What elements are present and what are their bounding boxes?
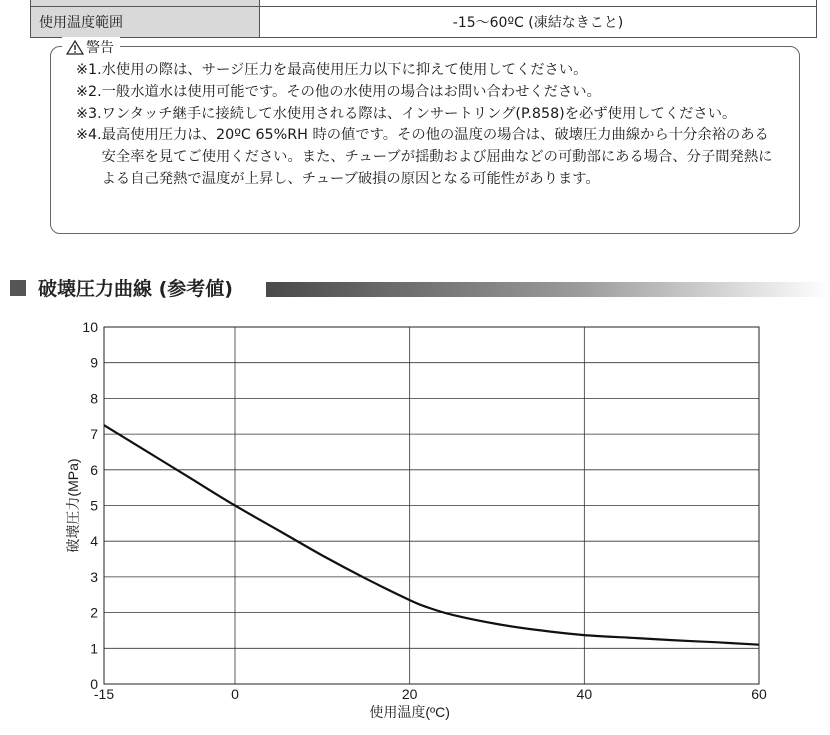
- chart-grid: [104, 327, 759, 684]
- x-tick-label: 0: [231, 686, 239, 702]
- spec-row-operating-temperature: [31, 7, 817, 38]
- warning-item: [76, 125, 776, 190]
- warning-triangle-icon: [66, 40, 84, 55]
- spec-value: -15～60ºC (凍結なきこと): [260, 7, 817, 38]
- warning-list: [76, 60, 776, 191]
- warning-title: 警告: [86, 40, 114, 56]
- burst-pressure-chart: [0, 300, 830, 735]
- warning-item: [76, 104, 776, 126]
- chart-series: [104, 425, 759, 645]
- warning-item-mark: ※1.: [76, 62, 102, 78]
- y-tick-label: 2: [90, 604, 98, 621]
- y-tick-label: 7: [90, 426, 98, 443]
- x-tick-label: 60: [751, 686, 767, 702]
- spec-label: 使用温度範囲: [31, 7, 260, 38]
- y-tick-label: 1: [90, 640, 98, 657]
- warning-item-mark: ※3.: [76, 105, 102, 122]
- section-title: 破壊圧力曲線 (参考値): [38, 278, 233, 300]
- x-tick-label: 20: [401, 686, 418, 702]
- section-heading: [10, 272, 830, 302]
- warning-item: [76, 60, 776, 82]
- warning-item-text: 最高使用圧力は、20ºC 65%RH 時の値です。その他の温度の場合は、破壊圧力曲線から十分余裕のある安全率を見てご使用ください。また、チューブが揺動および屈曲などの可動部にある場合、分子間発熱による自己発熱で温度が上昇し、チューブ破損の原因となる可能性があります。: [101, 127, 773, 187]
- y-tick-label: 3: [90, 568, 98, 585]
- burst-pressure-line: [104, 425, 759, 645]
- y-tick-label: 9: [90, 354, 98, 371]
- x-tick-label: -15: [93, 686, 115, 702]
- y-tick-label: 6: [90, 461, 98, 478]
- warning-item-text: 水使用の際は、サージ圧力を最高使用圧力以下に抑えて使用してください。: [101, 62, 588, 78]
- section-gradient-bar: [266, 282, 830, 297]
- warning-item-mark: ※4.: [76, 127, 102, 144]
- y-tick-label: 5: [90, 497, 98, 514]
- y-tick-label: 0: [90, 676, 98, 692]
- section-square-icon: [10, 280, 26, 296]
- warning-item-mark: ※2.: [76, 83, 102, 100]
- spec-table: [30, 0, 817, 38]
- warning-item-text: ワンタッチ継手に接続して水使用される際は、インサートリング(P.858)を必ず使用してください。: [101, 105, 737, 122]
- warning-item: [76, 82, 776, 104]
- y-axis-title: 破壊圧力(MPa): [65, 458, 81, 553]
- y-tick-label: 4: [90, 533, 98, 550]
- chart-tick-labels: [82, 319, 767, 702]
- warning-item-text: 一般水道水は使用可能です。その他の水使用の場合はお問い合わせください。: [101, 83, 601, 100]
- x-tick-label: 40: [576, 686, 593, 702]
- y-tick-label: 10: [82, 319, 98, 335]
- x-axis-title: 使用温度(ºC): [369, 704, 450, 720]
- warning-heading: [62, 37, 120, 57]
- y-tick-label: 8: [90, 390, 98, 407]
